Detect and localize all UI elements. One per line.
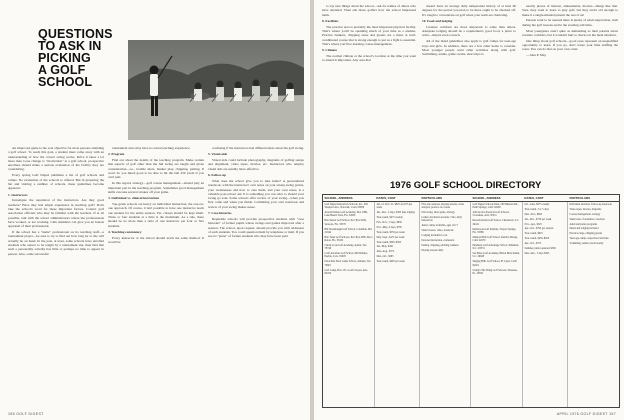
- directory-entry: Arnold Palmer Golf Academy, Box 1089, Lake Buena Vista, Fla. 32830: [324, 211, 368, 218]
- headline-line: A GOLF: [38, 63, 86, 77]
- directory-entry: Year-round, $625: [524, 232, 543, 236]
- directory-column: [375, 202, 420, 408]
- directory-entry: Year-round, $495 per week: [376, 260, 405, 264]
- paragraph: Find out about the details of the teaching program. Make certain that aspects of golf other than the full swing are taught and given consideration—i.e., trouble shots, bunker play, chipping, putting. It won't do you much good to be able to hit the ball 250 yards if you can't putt.: [108, 158, 204, 180]
- paragraph: tournament stars may have no actual teaching experience.: [112, 146, 191, 150]
- directory-entry: Kiawah Island Golf School, Charleston, S.C. 29412: [472, 219, 520, 226]
- paragraph: Every spring Golf Digest publishes a list of golf schools and camps. No evaluation of the schools is offered. But in preparing the list and visiting a number of schools, these guidelines become apparent:: [8, 173, 104, 191]
- directory-entry: Chuck Cook Golf Academy, Austin, Tex. 78746: [324, 243, 368, 251]
- directory-entry: Innisbrook Golf Institute, Tarpon Springs, Fla. 33589: [472, 227, 517, 234]
- directory-entry: Feb.–Nov., 5 days, $650: [376, 220, 402, 224]
- directory-entry: Year-round, $475 weekly: [376, 216, 403, 220]
- paragraph: Investigate the reputation of the instructors. Are they good teachers? Have they had ample experience in teaching golf? Don't take the school's word for these important factors. Contact golf association officials who may be familiar with the teachers. If at all possible, talk with the school administrators where the professionals have worked, or are working. Club members can give you an honest appraisal of their professional.: [8, 198, 104, 229]
- directory-header: DATES, COST: [524, 196, 544, 200]
- section-heading: 3. Individual vs. clinical instruction: [108, 196, 160, 201]
- left-column-3: [208, 146, 304, 408]
- directory-entry: Course management, strategy: [569, 212, 601, 216]
- paragraph: Visual aids could include photography, diagrams of golfing setups and alignment, video tapes, movies, etc. Instructors who employ visual aids are usually more effective.: [208, 158, 304, 171]
- section-heading: 5. Visual aids: [208, 152, 228, 157]
- directory-entry: Small ratio of students to teachers: [569, 217, 605, 221]
- directory-entry: Full swing, short game, strategy: [421, 211, 455, 215]
- directory-entry: Video tapes, movies, diagrams: [569, 207, 602, 211]
- paragraph: What does the school give you to take home? A personalized notebook, with the instructors' own notes on your strong swing points, your weaknesses and how to cure them, and your own notes, is a valuable post-school aid. It is something you can refer to should your swing go sour. Some schools offer review of your swing—when you first come and when you finish. Combining your own notebook and review of your swing makes sense.: [208, 178, 304, 209]
- directory-entry: Golf Digest Instruction Schools, Inc., 495 Westport Ave., Norwalk, Conn. 06856: [324, 203, 368, 210]
- folio-left: 156 GOLF DIGEST: [8, 412, 44, 416]
- section-heading: 6. Follow-up: [208, 173, 227, 178]
- directory-entry: Oct.–June, $875 weekly: [524, 203, 550, 206]
- directory-entry: John Jacobs Practical Golf Schools, Scottsdale, Ariz. 85251: [472, 211, 510, 218]
- section-heading: 4. Teaching consistency: [108, 229, 142, 234]
- directory-entry: Swimming, tennis, beach nearby: [569, 242, 604, 246]
- directory-entry: Individual attention, follow-up notebook: [569, 203, 612, 206]
- headline-line: SCHOOL: [38, 75, 93, 89]
- paragraph: The practice area is probably the most important physical facility. That's where you'll be spending much of your time as a student. Practice bunkers, chipping areas and greens are a must. A well-conditioned course that is strong enough to put as a fight is essential. That's where you'll be learning course management.: [322, 24, 416, 46]
- directory-entry: Year-round, $450–$650: [524, 237, 550, 241]
- section-heading: 9. Climate: [322, 48, 337, 53]
- headline-line: PICKING: [38, 51, 91, 65]
- directory-entry: Small classes, video, notebook: [421, 229, 454, 233]
- right-column-1: [322, 4, 416, 176]
- paragraph: —John P. May: [526, 53, 547, 58]
- directory-entry: Golf Camp, Box 131, Gold Canyon, Ariz. 85220: [324, 268, 368, 275]
- paragraph: If the school has a "name" professional on its teaching staff—a tournament player—be sure to try to find out how long he or she will actually be on hand. In the past, at least, some schools have enrolled students who expect to be taught by a tournament star, then find that such a personality actually has little or perhaps no time to appear in person. Also, some successful: [8, 230, 104, 256]
- directory-entry: Bob Toski Golf Schools, P.O. Box 4085, Boca Raton, Fla. 33432: [324, 235, 373, 243]
- paragraph: All of the listed guidelines also apply to golf camps for teen-age boys and girls. In addition, there are a few other items to consider. Most younger people want other activities along with golf. Swimming, tennis, game rooms, short trips to: [422, 39, 516, 57]
- directory-body: [323, 202, 619, 408]
- directory-column: [568, 202, 619, 408]
- right-column-3: [522, 4, 618, 176]
- left-column-1: [8, 146, 104, 408]
- directory-entry: Jan.–May, $450: [376, 245, 393, 249]
- directory-entry: Year-round, $550 per week: [376, 230, 405, 234]
- folio-right: APRIL 1976 GOLF DIGEST 157: [556, 412, 616, 416]
- paragraph: In this regard, strategy—golf course management—should play an important part in the teaching program. Sometimes good management skills can take several strokes off your game.: [108, 181, 204, 194]
- directory-entry: Ben Sutton Golf School, P.O. Box 9199, Sarasota, Fla. 33578: [324, 219, 367, 226]
- directory-entry: Sea Pines Golf Academy, Hilton Head Island, S.C. 29928: [472, 252, 520, 259]
- directory-header-row: [323, 195, 619, 202]
- paragraph: Every instructor at the school should teach the same method. It would be: [108, 235, 204, 245]
- directory-entry: Pinehurst Golf Advantage School, Pinehurst, N.C. 28374: [472, 243, 520, 251]
- directory-entry: Dave Pelz Short Game School, Abilene, Tex. 79601: [324, 260, 372, 267]
- directory-entry: Practice range, chipping greens: [569, 232, 603, 236]
- directory-entry: Ladies' and men's sessions, 5 hrs. daily instruction: [421, 216, 462, 223]
- paragraph: confusing if the instructors had different ideas about the golf swing.: [212, 146, 304, 150]
- section-heading: 8. Facilities: [322, 18, 339, 23]
- directory-title: 1976 GOLF SCHOOL DIRECTORY: [390, 180, 542, 191]
- paragraph: The normal climate at the school's location at the time you want to attend is important. Any area that: [322, 54, 416, 63]
- left-column-2: [108, 146, 204, 408]
- paragraph: Top-grade schools are heavy on individual instruction, the one-on-one approach. Of course, it isn't possible to have one instructor teach one student for the entire session. Yet, classes should be kept small. Three or four students at a time is the maximum. As a rule, there should be no more than a ratio of one instructor per four or five students.: [108, 202, 204, 228]
- directory-entry: Jan. 12–Nov. 21, $825–$1,075 per week: [376, 203, 413, 210]
- directory-entry: Mission Hills Golf School, Rancho Mirage, Calif. 92270: [472, 235, 518, 243]
- paragraph: An improved game is the sole objective for most persons attending a golf school. To reach this goal, a student must come away with an understanding of how the correct swing works. Drive it takes a lot more than loose change to "motivation" at a golf school, prospective enrollees should make a serious evaluation of the facility they are considering.: [8, 146, 104, 172]
- directory-header: PARTICULARS: [421, 196, 443, 200]
- directory-entry: Singing Hills Golf School, El Cajon, Calif. 92021: [472, 260, 518, 267]
- directory-table: [322, 194, 620, 408]
- article-headline: [38, 28, 132, 88]
- directory-entry: Jan.–Dec., 3 days, $595 plus lodging: [376, 211, 415, 215]
- directory-entry: Meals and lodging included: [569, 227, 599, 231]
- directory-entry: Craft-Zavichas Golf School, 600 Dittmer, Pueblo, Colo. 81005: [324, 252, 368, 259]
- directory-entry: Mar.–Oct., $595: [376, 255, 394, 259]
- directory-header: DATES, COST: [376, 196, 396, 200]
- directory-entry: Year-round, $395–$595: [376, 240, 402, 244]
- paragraph: Creature comforts are more important to some than others. Adequate lodging should be a requirement; good food, a place to relax—maybe even a beach.: [422, 24, 516, 38]
- paragraph: Most youngsters aren't quite as demanding as their parents about creature comforts, but it wouldn't hurt to check out the meal situation.: [522, 28, 618, 37]
- directory-entry: Lodging included in cost: [421, 234, 448, 238]
- directory-entry: Mar.–Dec., 5 days $595: [524, 251, 550, 255]
- directory-entry: Year-round, 3 or 5 days: [524, 207, 549, 211]
- directory-entry: Putting, chipping, pitching, bunkers: [421, 243, 459, 247]
- directory-entry: Apr.–Oct., $375: [524, 242, 542, 246]
- paragraph: doesn't have an average daily temperature history of at least 60 degrees for the period you plan to be there ought to be checked off. It's tough to concentrate on golf when your teeth are chattering.: [422, 4, 516, 17]
- section-heading: 7. Case histories: [208, 211, 232, 216]
- left-page: [0, 0, 310, 420]
- headline-line: TO ASK IN: [38, 39, 102, 53]
- directory-entry: Playing lessons daily: [421, 248, 444, 252]
- directory-header: PARTICULARS: [569, 196, 591, 200]
- directory-entry: Nov.–May, 4 days, $795: [376, 225, 402, 229]
- headline-line: QUESTIONS: [38, 27, 113, 41]
- golf-class-photo: [128, 40, 304, 140]
- directory-column: [523, 202, 568, 408]
- paragraph: nearby places of interest, amusements, movies—things like that. Sure, they want to learn to play golf, but they aren't old enough to make it a single-minded pursuit the rest of us!: [522, 4, 618, 17]
- directory-header: SCHOOL, ADDRESS: [324, 196, 353, 200]
- directory-entry: Adult and junior programs: [569, 222, 598, 226]
- directory-entry: Mar.–Nov., $695: [524, 212, 543, 216]
- directory-column: [420, 202, 471, 408]
- directory-entry: Summer, junior sessions $300: [524, 247, 556, 251]
- paragraph: to say nice things about the school—ask for names of others who have attended. Then ask those golfers how the school impressed them.: [322, 4, 416, 17]
- directory-entry: Teen-age camps, supervised activities: [569, 237, 609, 241]
- right-page: [314, 0, 624, 420]
- right-column-2: [422, 4, 516, 176]
- directory-entry: June–Aug., $375: [376, 250, 395, 254]
- directory-entry: May–Sept., $475 per week: [376, 235, 405, 239]
- directory-header: SCHOOL, ADDRESS: [472, 196, 501, 200]
- section-heading: 10. Food and lodging: [422, 18, 453, 23]
- paragraph: One thing about golf schools—good ones represent an unqualified opportunity to learn. If you go, don't waste your time sniffing the roses. You can do that on your own, later.: [522, 38, 618, 52]
- directory-column: [323, 202, 375, 408]
- directory-column: [471, 202, 523, 408]
- directory-entry: Junior camps available, ages 10-17: [421, 224, 458, 228]
- section-heading: 1. Instructors: [8, 192, 28, 197]
- directory-entry: Golf Digest Schools West, 200 Mission Rd., Palm Springs, Calif. 92262: [472, 203, 519, 210]
- paragraph: Reputable schools will provide prospective students with "case histories" of former pupils whose swings and games improved after a session. The school, upon request, should provide you with addresses of such students. You could question them by telephone or mail. If you see no "plans" of former students who may have been paid: [208, 216, 304, 239]
- paragraph: Parents want to be assured there is plenty of adult supervision, both during the golf lessons and in the evening activities.: [522, 18, 618, 27]
- section-heading: 2. Program: [108, 152, 125, 157]
- directory-entry: Nov.–Apr., $525: [524, 222, 542, 226]
- directory-entry: Bill Strausbaugh Golf School, Columbia, Md. 21044: [324, 227, 373, 234]
- directory-entry: Apr.–Oct., $795 per session: [524, 227, 554, 231]
- directory-entry: Personal instruction, evaluation: [421, 238, 455, 242]
- directory-entry: Jan.–Dec., $750 per week: [524, 217, 552, 221]
- directory-entry: Five-day sessions, playing lessons, video analysis, practice on course: [421, 203, 465, 210]
- directory-entry: Swing's The Thing Golf Schools, Shawnee, Pa. 18356: [472, 268, 518, 275]
